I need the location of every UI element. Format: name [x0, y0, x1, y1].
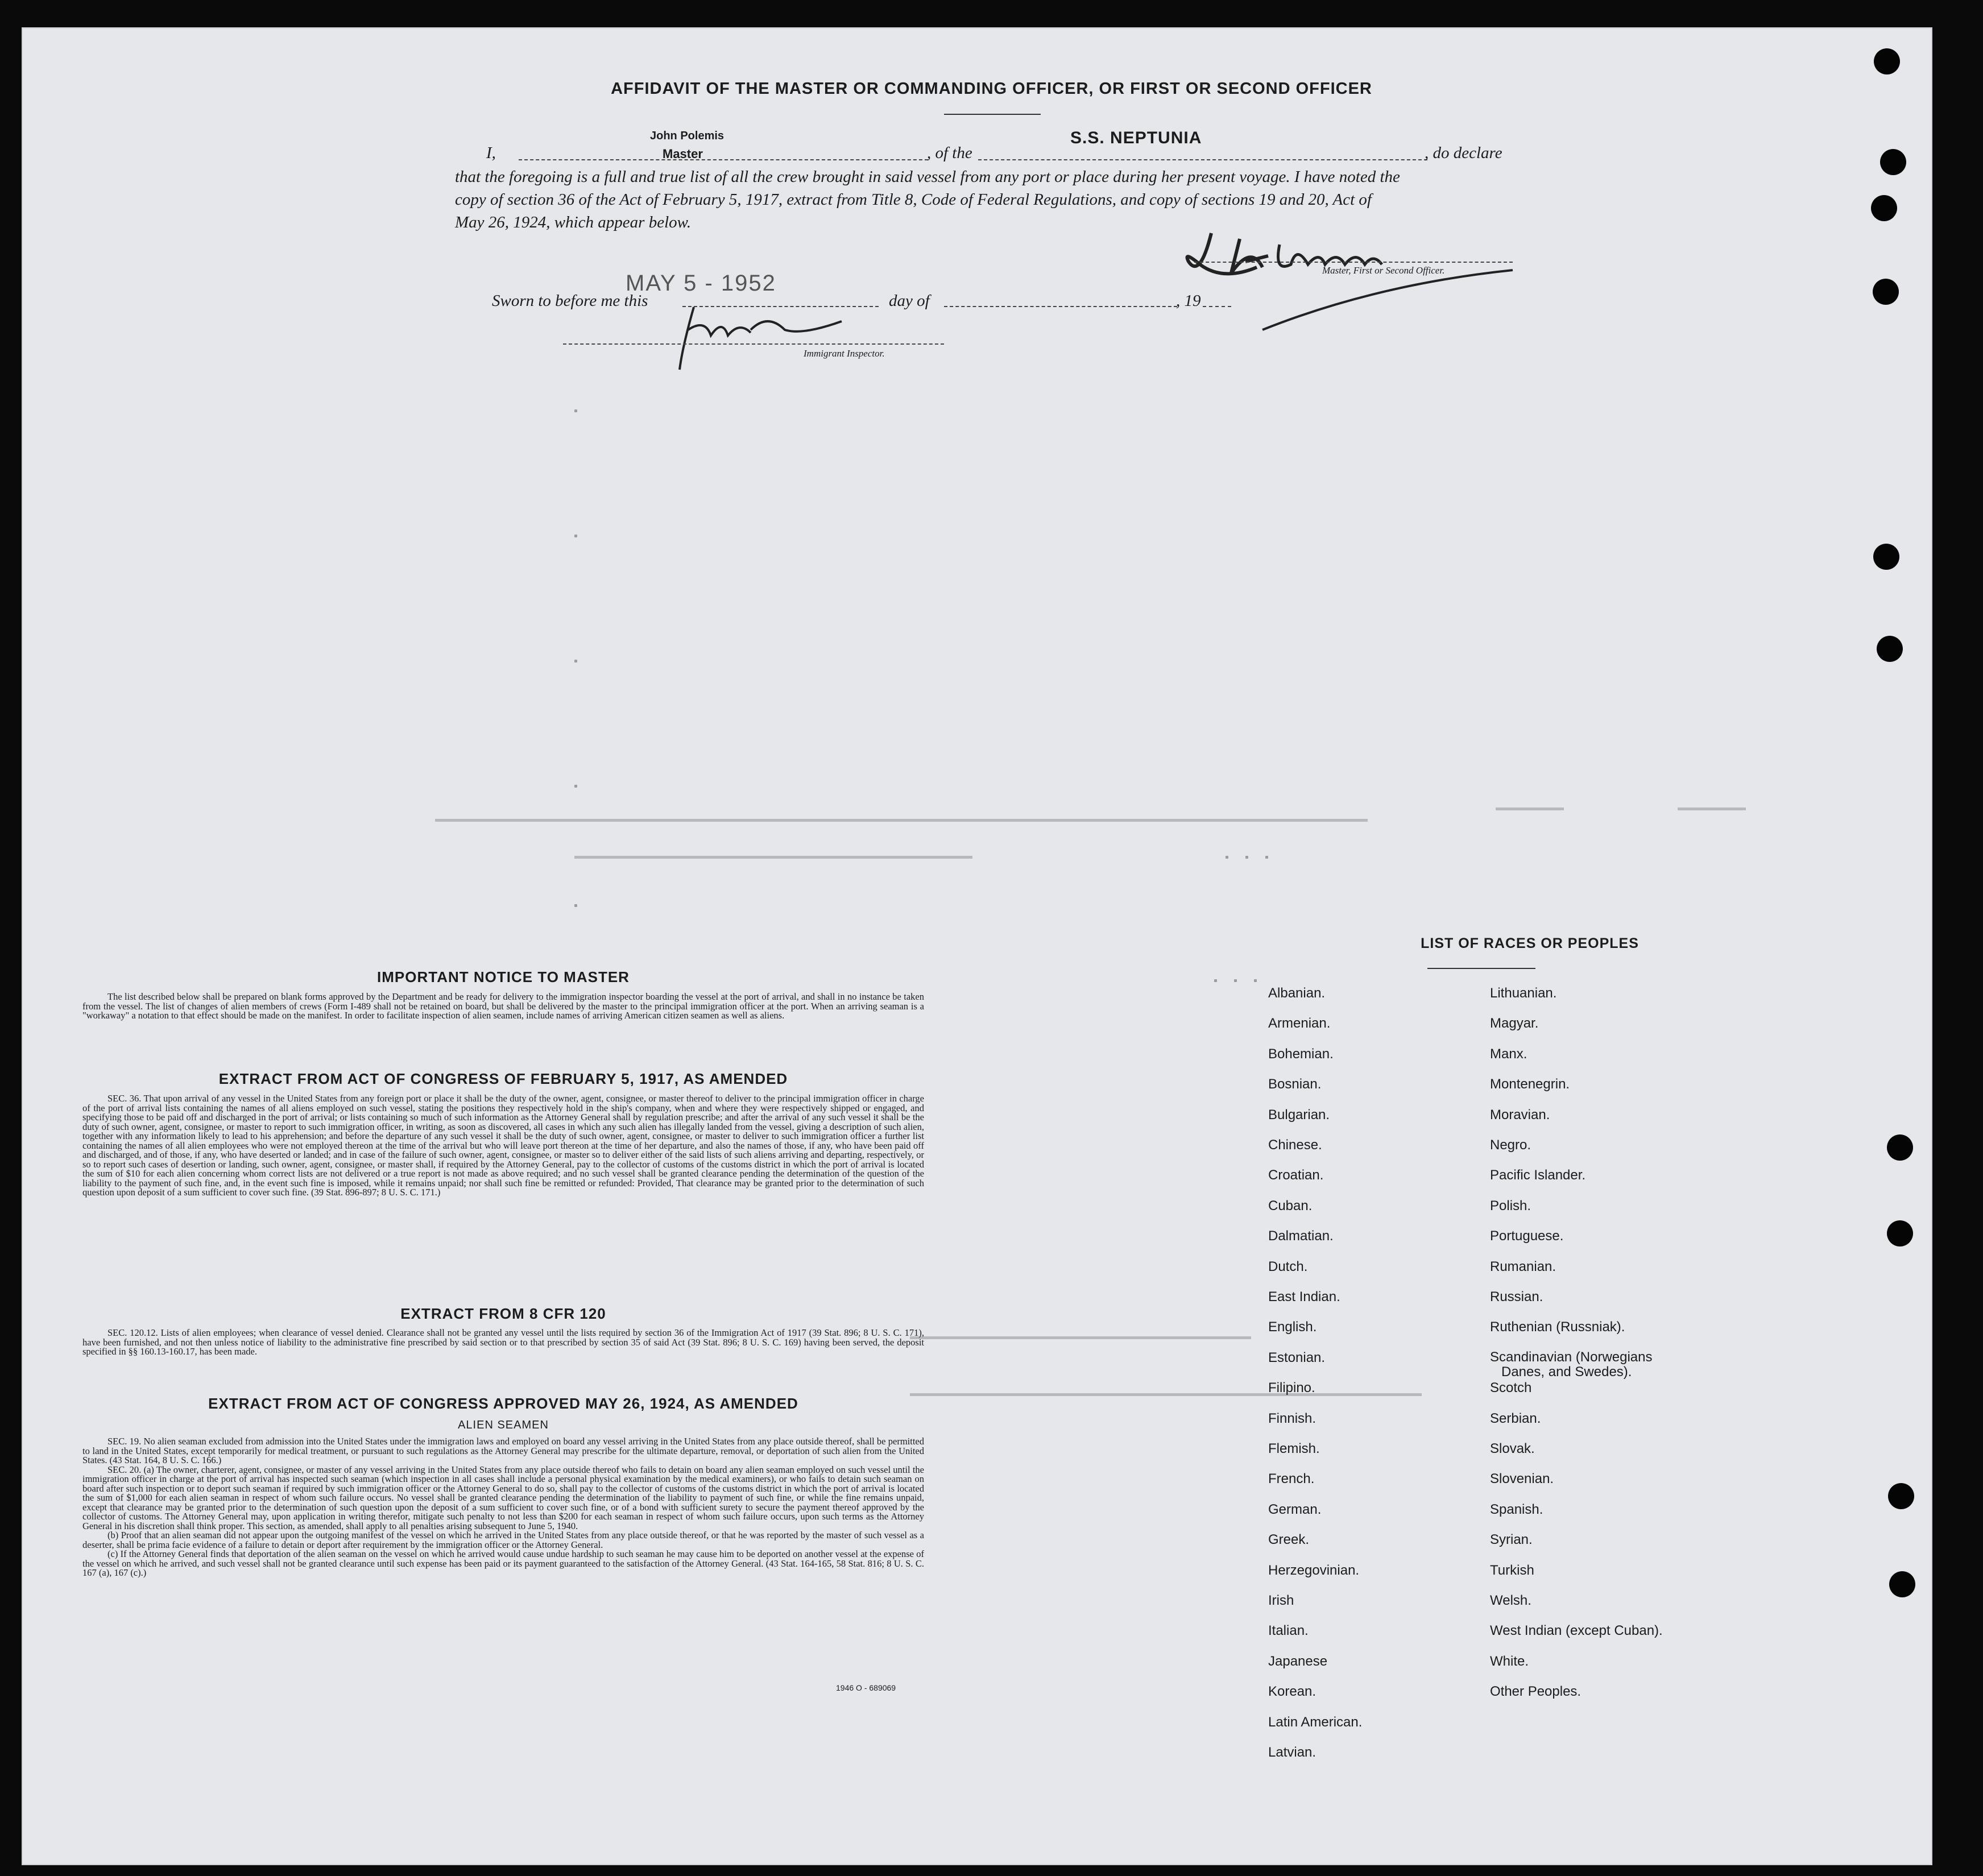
race-item: Chinese.	[1268, 1137, 1322, 1153]
sec-19: SEC. 19. No alien seaman excluded from admission into the United States under the immigration laws and employed on board any vessel arriving in the United States from any place outside thereof, shall be permitted to land in the United States, except temporarily for medical treatment, or pursuant to such regulations as the Attorney General may prescribe for the ultimate departure, removal, or deportation of such alien from the United States. (43 Stat. 164, 8 U. S. C. 166.)	[82, 1436, 924, 1465]
race-item: Turkish	[1490, 1562, 1534, 1578]
bleed-through	[574, 660, 577, 662]
binder-hole	[1873, 279, 1899, 305]
race-item: Finnish.	[1268, 1410, 1317, 1426]
race-item: Cuban.	[1268, 1198, 1313, 1214]
year-fill-line	[1203, 306, 1231, 307]
notice-title: IMPORTANT NOTICE TO MASTER	[377, 968, 630, 985]
race-item: Albanian.	[1268, 985, 1326, 1001]
bleed-through	[574, 535, 577, 537]
binder-hole	[1889, 1571, 1915, 1597]
sworn-label: Sworn to before me this	[492, 292, 648, 310]
race-item: Scotch	[1490, 1380, 1532, 1396]
race-item: Syrian.	[1490, 1532, 1533, 1548]
binder-hole	[1888, 1483, 1914, 1509]
race-item: Moravian.	[1490, 1107, 1550, 1123]
race-item: Japanese	[1268, 1653, 1328, 1669]
bleed-through	[1254, 979, 1257, 982]
race-item: Montenegrin.	[1490, 1076, 1570, 1092]
bleed-through	[574, 904, 577, 907]
master-caption: Master, First or Second Officer.	[1322, 265, 1445, 276]
race-item: Flemish.	[1268, 1441, 1320, 1456]
declaration-line-2: that the foregoing is a full and true list of all the crew brought in said vessel from any port or place during her present voyage. I have noted the	[455, 168, 1400, 186]
race-item: Portuguese.	[1490, 1228, 1564, 1244]
i-label: I,	[486, 144, 496, 162]
extract-1917-title: EXTRACT FROM ACT OF CONGRESS OF FEBRUARY 5, 1917, AS AMENDED	[218, 1070, 788, 1087]
race-item: Irish	[1268, 1593, 1294, 1608]
race-item: Serbian.	[1490, 1410, 1541, 1426]
binder-hole	[1880, 149, 1906, 175]
race-item: Slovenian.	[1490, 1471, 1554, 1487]
race-item: Slovak.	[1490, 1441, 1535, 1456]
sec-20a: SEC. 20. (a) The owner, charterer, agent, consignee, or master of any vessel arriving in the United States from any place outside thereof who fails to detain on board any alien seaman employed on such vessel until the immigration officer in charge at the port of arrival has inspected such seaman (which inspection in all cases shall include a personal physical examination by the medical examiners), or who fails to detain such seaman on board after such inspection or to deport such seaman if required by such immigration officer or the Attorney General to do so, shall pay to the collector of customs of the customs district in which the port of arrival is located the sum of $1,000 for each alien seaman in respect of whom such failure occurs. No vessel shall be granted clearance pending the determination of the liability to payment of such fine, or while the fine remains unpaid, except that clearance may be granted prior to the determination of such question upon the deposit of a sum sufficient to cover such fine, or of a bond with sufficient surety to secure the payment thereof approved by the collector of customs. The Attorney General may, upon application in writing therefor, mitigate such penalty to not less than $200 for each seaman in respect of whom such failure occurs, upon such terms as the Attorney General in his discretion shall think proper. This section, as amended, shall apply to all penalties arising subsequent to June 5, 1940.	[82, 1464, 924, 1531]
extract-cfr-body: SEC. 120.12. Lists of alien employees; when clearance of vessel denied. Clearance shall not be granted any vessel until the lists required by section 36 of the Immigration Act of 1917 (39 Stat. 896; 8 U. S. C. 171), have been furnished, and not then unless notice of liability to the administrative fine prescribed by said section or to that prescribed by section 35 of said Act (39 Stat. 896; 8 U. S. C. 169) having been served, the deposit specified in §§ 160.13-160.17, has been made.	[82, 1327, 924, 1357]
binder-hole	[1887, 1134, 1913, 1161]
race-item: Lithuanian.	[1490, 985, 1557, 1001]
race-item: West Indian (except Cuban).	[1490, 1623, 1663, 1639]
of-the-label: , of the	[927, 144, 972, 162]
bleed-through	[1226, 856, 1228, 859]
date-stamp: MAY 5 - 1952	[626, 271, 776, 296]
master-rank-handwritten: Master	[663, 147, 703, 161]
name-fill-line	[519, 159, 928, 160]
inspector-caption: Immigrant Inspector.	[804, 348, 885, 359]
bleed-through	[574, 409, 577, 412]
race-item: Korean.	[1268, 1684, 1317, 1700]
notice-body: The list described below shall be prepared on blank forms approved by the Department and be ready for delivery to the immigration inspector boarding the vessel at the port of arrival, and shall in no instance be taken from the vessel. The list of changes of alien members of crews (Form I-489 shall not be retained on board, but shall be delivered by the master to the principal immigration officer at the port. When an arriving seaman is a "workaway" a notation to that effect should be made on the manifest. In order to facilitate inspection of alien seamen, include names of arriving American citizen seamen as well as aliens.	[82, 991, 924, 1021]
race-item: Other Peoples.	[1490, 1684, 1582, 1700]
binder-hole	[1877, 636, 1903, 662]
race-item: Polish.	[1490, 1198, 1531, 1214]
inspector-signature-line	[563, 343, 944, 345]
race-item: Filipino.	[1268, 1380, 1315, 1396]
race-item: Welsh.	[1490, 1593, 1531, 1608]
extract-cfr-title: EXTRACT FROM 8 CFR 120	[400, 1305, 606, 1322]
race-item: Latin American.	[1268, 1714, 1363, 1730]
race-item: Bosnian.	[1268, 1076, 1322, 1092]
race-item: Rumanian.	[1490, 1258, 1556, 1274]
sec-20b: (b) Proof that an alien seaman did not appear upon the outgoing manifest of the vessel on which he arrived in the United States from any place outside thereof, or that he was reported by the master of such vessel as a deserter, shall be prima facie evidence of a failure to detain or deport after requirement by the immigration officer or the Attorney General.	[82, 1530, 924, 1550]
declaration-line-4: May 26, 1924, which appear below.	[455, 213, 692, 231]
vessel-fill-line	[978, 159, 1427, 160]
inspector-signature	[671, 296, 859, 375]
bleed-through	[574, 856, 972, 859]
races-title: LIST OF RACES OR PEOPLES	[1421, 935, 1639, 951]
race-item: Pacific Islander.	[1490, 1167, 1586, 1183]
bleed-through	[1234, 979, 1237, 982]
race-item: Armenian.	[1268, 1016, 1331, 1032]
race-item: Negro.	[1490, 1137, 1531, 1153]
alien-seamen-subtitle: ALIEN SEAMEN	[458, 1419, 549, 1431]
race-item: Italian.	[1268, 1623, 1309, 1639]
print-code: 1946 O - 689069	[836, 1683, 896, 1692]
extract-1924-title: EXTRACT FROM ACT OF CONGRESS APPROVED MAY 26, 1924, AS AMENDED	[208, 1395, 798, 1412]
race-item: Bohemian.	[1268, 1046, 1334, 1062]
bleed-through	[574, 785, 577, 788]
race-item: Estonian.	[1268, 1349, 1326, 1365]
binder-hole	[1874, 48, 1900, 74]
bleed-through	[1496, 807, 1564, 810]
vessel-name: S.S. NEPTUNIA	[1070, 129, 1202, 147]
race-item: Greek.	[1268, 1532, 1310, 1548]
bleed-through	[1214, 979, 1217, 982]
extract-1917-body: SEC. 36. That upon arrival of any vessel in the United States from any foreign port or place it shall be the duty of the owner, agent, consignee, or master thereof to deliver to the principal immigration officer in charge of the port of arrival lists containing the names of all aliens employed on such vessel, stating the positions they respectively hold in the ship's company, when and where they were respectively shipped or engaged, and specifying those to be paid off and discharged in the port of arrival; or lists containing so much of such information as the Attorney General shall by regulation prescribe; and after the arrival of any such vessel it shall be the duty of such owner, agent, consignee, or master to report to such immigration officer, in writing, as soon as discovered, all cases in which any such alien has illegally landed from the vessel, giving a description of such alien, together with any information likely to lead to his apprehension; and before the departure of any such vessel it shall be the duty of such owner, agent, consignee, or master to deliver to such immigration officer a further list containing the names of all alien employees who were not employed thereon at the time of the arrival but who will leave port thereon at the time of her departure, and also the names of those, if any, who have been paid off and discharged, and of those, if any, who have deserted or landed; and in case of the failure of such owner, agent, consignee, or master so to deliver either of the said lists of such aliens arriving and departing, respectively, or so to report such cases of desertion or landing, such owner, agent, consignee, or master shall, if required by the Attorney General, pay to the collector of customs of the customs district in which the port of arrival is located the sum of $10 for each alien concerning whom correct lists are not delivered or a true report is not made as above required; and no such vessel shall be granted clearance pending the determination of the question of the liability to the payment of such fine, and, in the event such fine is imposed, while it remains unpaid; nor shall such fine be remitted or refunded: Provided, That clearance may be granted prior to the determination of such question upon deposit of a sum sufficient to cover such fine. (39 Stat. 896-897; 8 U. S. C. 171.)	[82, 1093, 924, 1198]
do-declare-label: , do declare	[1425, 144, 1502, 162]
race-item: German.	[1268, 1501, 1322, 1517]
affidavit-title: AFFIDAVIT OF THE MASTER OR COMMANDING OFFICER, OR FIRST OR SECOND OFFICER	[611, 80, 1372, 98]
bleed-through	[435, 819, 1368, 822]
race-item: Scandinavian (Norwegians Danes, and Swedes).	[1490, 1349, 1653, 1380]
race-item: Spanish.	[1490, 1501, 1543, 1517]
race-item: Latvian.	[1268, 1745, 1317, 1760]
bleed-through	[1265, 856, 1268, 859]
binder-hole	[1873, 544, 1899, 570]
race-item: Ruthenian (Russniak).	[1490, 1319, 1625, 1335]
race-item: Dutch.	[1268, 1258, 1308, 1274]
race-item: White.	[1490, 1653, 1529, 1669]
race-item: Herzegovinian.	[1268, 1562, 1360, 1578]
declaration-line-3: copy of section 36 of the Act of February 5, 1917, extract from Title 8, Code of Federal Regulations, and copy of sections 19 and 20, Act of	[455, 191, 1372, 209]
race-item: Magyar.	[1490, 1016, 1539, 1032]
year-prefix: , 19	[1176, 292, 1201, 310]
bleed-through	[1245, 856, 1248, 859]
races-title-underline	[1427, 968, 1535, 969]
bleed-through	[910, 1393, 1422, 1396]
race-item: Dalmatian.	[1268, 1228, 1334, 1244]
extract-1924-body	[82, 1437, 924, 1578]
race-item: Russian.	[1490, 1289, 1543, 1304]
bleed-through	[910, 1336, 1251, 1339]
title-underline	[944, 114, 1041, 115]
race-item: Manx.	[1490, 1046, 1527, 1062]
bleed-through	[1678, 807, 1746, 810]
binder-hole	[1887, 1220, 1913, 1246]
race-item: English.	[1268, 1319, 1317, 1335]
day-of-label: day of	[889, 292, 930, 310]
race-item: East Indian.	[1268, 1289, 1340, 1304]
sec-20c: (c) If the Attorney General finds that deportation of the alien seaman on the vessel on which he arrived would cause undue hardship to such seaman he may cause him to be deported on another vessel at the expense of the vessel on which he arrived, and such vessel shall not be granted clearance until such expense has been paid or its payment guaranteed to the satisfaction of the Attorney General. (43 Stat. 164-165, 58 Stat. 816; 8 U. S. C. 167 (a), 167 (c).)	[82, 1548, 924, 1578]
master-name-handwritten: John Polemis	[650, 130, 725, 142]
month-fill-line	[944, 306, 1177, 307]
master-signature-line	[1194, 262, 1513, 263]
race-item: Bulgarian.	[1268, 1107, 1330, 1123]
race-item: French.	[1268, 1471, 1315, 1487]
race-item: Croatian.	[1268, 1167, 1324, 1183]
binder-hole	[1871, 195, 1897, 221]
